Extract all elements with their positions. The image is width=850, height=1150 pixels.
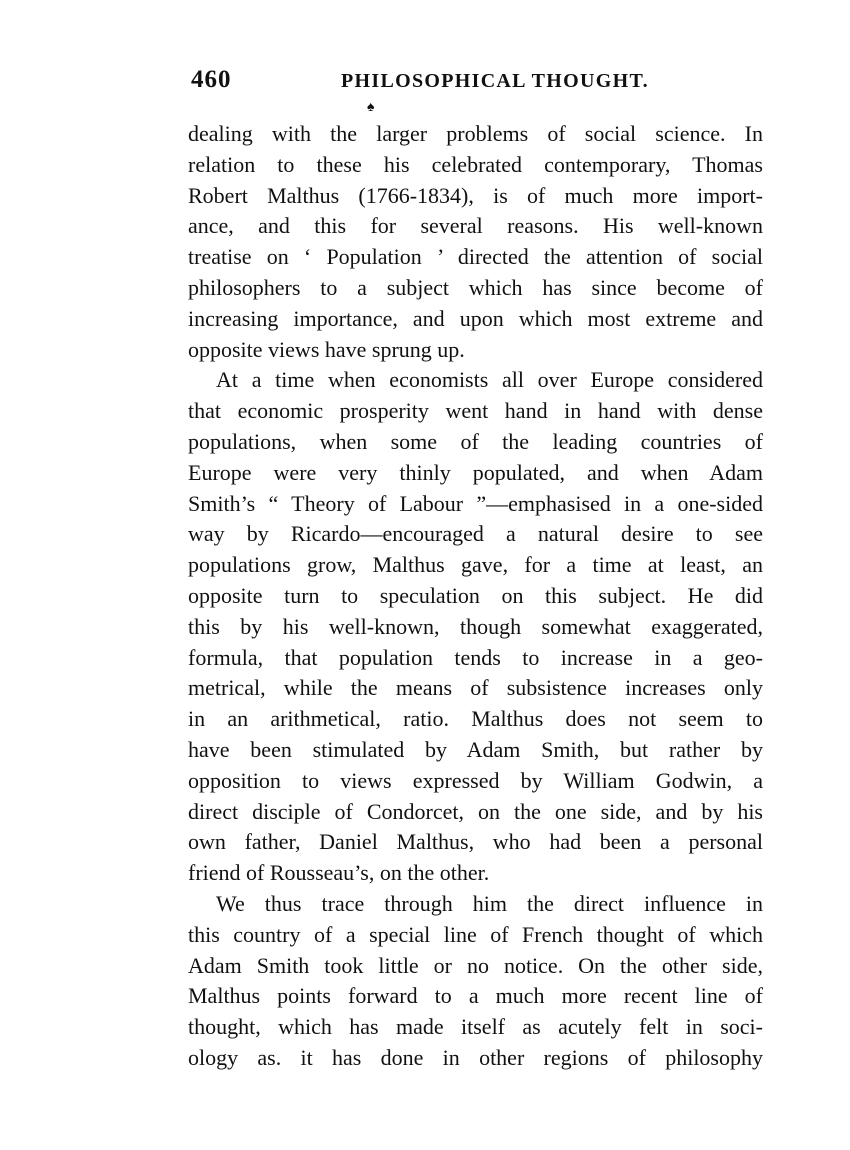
- text-line: opposite turn to speculation on this subject. He did: [188, 582, 763, 608]
- text-line: philosophers to a subject which has since become of: [188, 274, 763, 300]
- text-line: treatise on ‘ Population ’ directed the attention of social: [188, 244, 763, 270]
- text-line: this by his well-known, though somewhat exaggerated,: [188, 613, 763, 639]
- text-line: Europe were very thinly populated, and when Adam: [188, 459, 763, 485]
- text-line: We thus trace through him the direct influence in: [216, 890, 763, 916]
- text-line: Adam Smith took little or no notice. On the other side,: [188, 952, 763, 978]
- text-line: ance, and this for several reasons. His well-known: [188, 213, 763, 239]
- text-line: friend of Rousseau’s, on the other.: [188, 860, 490, 886]
- text-line: own father, Daniel Malthus, who had been a personal: [188, 829, 763, 855]
- text-line: relation to these his celebrated contemporary, Thomas: [188, 151, 763, 177]
- text-line: in an arithmetical, ratio. Malthus does not seem to: [188, 706, 763, 732]
- text-line: formula, that population tends to increase in a geo-: [188, 644, 763, 670]
- page-number: 460: [191, 66, 232, 93]
- text-line: way by Ricardo—encouraged a natural desire to see: [188, 521, 763, 547]
- text-line: direct disciple of Condorcet, on the one side, and by his: [188, 798, 763, 824]
- text-line: this country of a special line of French thought of which: [188, 921, 763, 947]
- text-line: dealing with the larger problems of social science. In: [188, 121, 763, 146]
- text-line: that economic prosperity went hand in hand with dense: [188, 398, 763, 424]
- text-line: ology as. it has done in other regions of philosophy: [188, 1044, 763, 1070]
- text-line: metrical, while the means of subsistence increases only: [188, 675, 763, 701]
- text-line: have been stimulated by Adam Smith, but rather by: [188, 736, 763, 762]
- text-line: populations grow, Malthus gave, for a time at least, an: [188, 552, 763, 578]
- text-line: Malthus points forward to a much more recent line of: [188, 983, 763, 1009]
- page-header: [191, 66, 765, 100]
- body-text: [188, 119, 763, 1074]
- text-line: Smith’s “ Theory of Labour ”—emphasised in a one-sided: [188, 490, 763, 516]
- text-line: opposition to views expressed by William Godwin, a: [188, 767, 763, 793]
- text-line: thought, which has made itself as acutely felt in soci-: [188, 1014, 763, 1040]
- printer-mark-icon: ♠: [367, 100, 375, 115]
- running-title: PHILOSOPHICAL THOUGHT.: [341, 70, 649, 92]
- text-line: At a time when economists all over Europe considered: [216, 367, 763, 393]
- text-line: populations, when some of the leading countries of: [188, 428, 763, 454]
- text-line: increasing importance, and upon which most extreme and: [188, 305, 763, 331]
- text-line: opposite views have sprung up.: [188, 336, 465, 362]
- text-line: Robert Malthus (1766-1834), is of much more import-: [188, 182, 763, 208]
